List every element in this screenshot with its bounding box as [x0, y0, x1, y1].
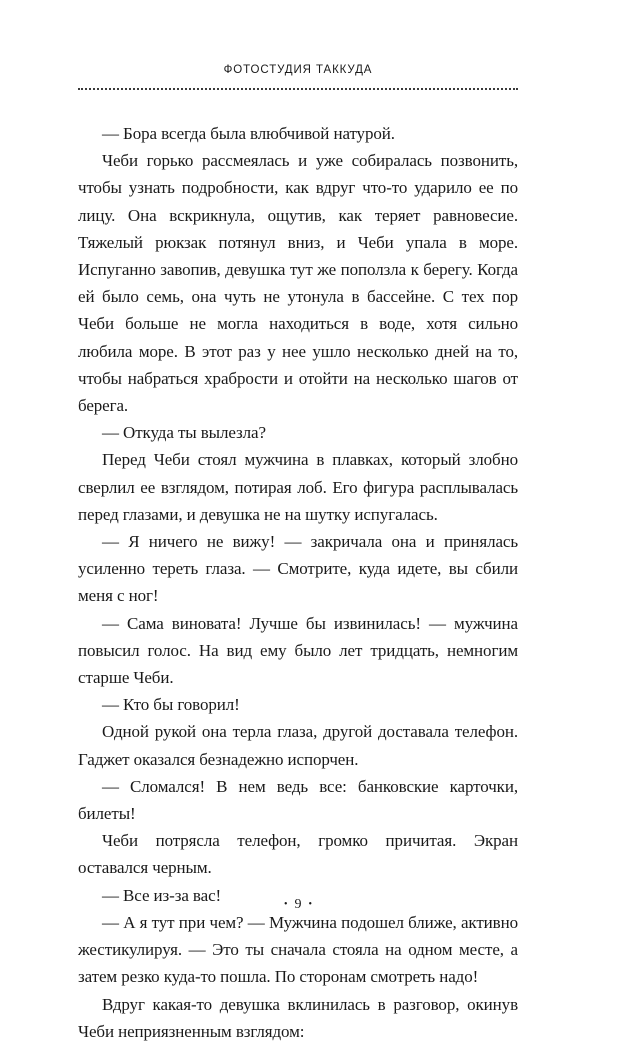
page-number-value: 9 [294, 897, 302, 912]
dotted-divider [78, 88, 518, 90]
folio-dot-right: • [308, 899, 313, 911]
paragraph: Перед Чеби стоял мужчина в плавках, который злобно сверлил ее взглядом, потирая лоб. Его фигура расплывалась перед глазами, и девушка не на шутку испугалась. [78, 450, 518, 524]
paragraph: — Откуда ты вылезла? [102, 423, 266, 443]
paragraph: Чеби горько рассмеялась и уже собиралась позвонить, чтобы узнать подробности, как вдруг что-то ударило ее по лицу. Она вскрикнула, ощутив, как теряет равновесие. Тяжелый рюкзак потянул вниз, и Чеби упала в море. Испуганно завопив, девушка тут же поползла к берегу. Когда ей было семь, она чуть не утонула в бассейне. С тех пор Чеби больше не могла находиться в воде, хотя сильно любила море. В этот раз у нее ушло несколько дней на то, чтобы набраться храбрости и отойти на несколько шагов от берега. [78, 151, 518, 416]
running-head: ФОТОСТУДИЯ ТАККУДА [223, 64, 373, 76]
paragraph: Одной рукой она терла глаза, другой доставала телефон. Гаджет оказался безнадежно испорчен. [78, 722, 518, 769]
paragraph: — Все из-за вас! [102, 885, 222, 905]
paragraph: — Бора всегда была влюбчивой натурой. [102, 124, 395, 143]
paragraph: — Сама виновата! Лучше бы извинилась! — мужчина повысил голос. На вид ему было лет тридцать, немногим старше Чеби. [78, 613, 518, 688]
paragraph: — Сломался! В нем ведь все: банковские карточки, билеты! [78, 776, 518, 824]
page-number [78, 897, 518, 913]
paragraph: — Я ничего не вижу! — закричала она и принялась усиленно тереть глаза. — Смотрите, куда идете, вы сбили меня с ног! [78, 532, 518, 606]
paragraph: — Кто бы говорил! [102, 695, 240, 715]
paragraph: Чеби потрясла телефон, громко причитая. Экран оставался черным. [78, 831, 518, 878]
folio-dot-left: • [283, 899, 288, 911]
paragraph: Вдруг какая-то девушка вклинилась в разговор, окинув Чеби неприязненным взглядом: [78, 994, 518, 1041]
paragraph: — А я тут при чем? — Мужчина подошел ближе, активно жестикулируя. — Это ты сначала стояла на одном месте, а затем резко куда-то пошла. По сторонам смотреть надо! [78, 912, 518, 987]
